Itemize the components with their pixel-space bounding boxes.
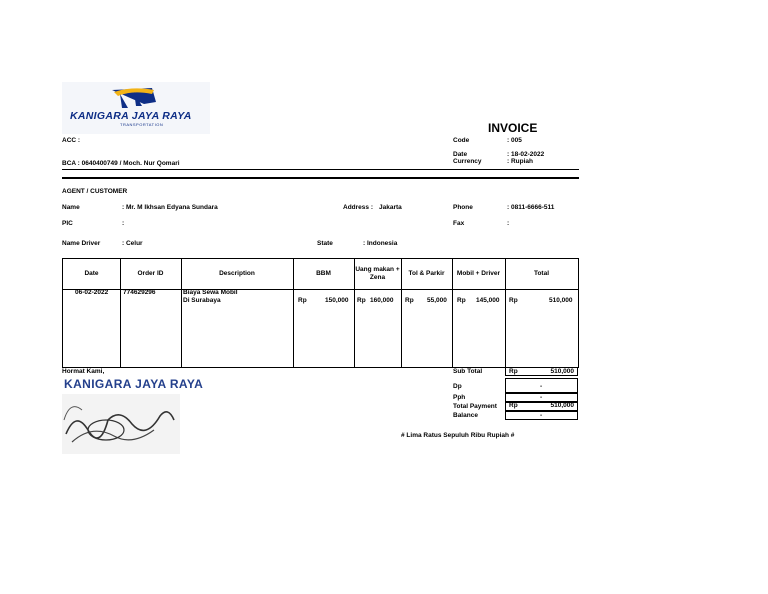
pph-value: - bbox=[540, 394, 543, 401]
code-value: : 005 bbox=[507, 137, 522, 144]
fax-value: : bbox=[507, 220, 510, 227]
sub-total-currency: Rp bbox=[509, 368, 518, 375]
cell-bbm-currency: Rp bbox=[298, 297, 307, 304]
total-payment-currency: Rp bbox=[509, 402, 518, 409]
address-value: Jakarta bbox=[379, 204, 402, 211]
cell-order-id: 774629296 bbox=[123, 289, 156, 296]
regards-text: Hormat Kami, bbox=[62, 368, 105, 375]
phone-label: Phone bbox=[453, 204, 473, 211]
balance-label: Balance bbox=[453, 412, 478, 419]
cell-makan: 160,000 bbox=[370, 297, 394, 304]
cell-tol-currency: Rp bbox=[405, 297, 414, 304]
balance-box bbox=[505, 411, 578, 420]
logo-tagline: TRANSPORTATION bbox=[120, 122, 164, 127]
invoice-title: INVOICE bbox=[488, 121, 538, 135]
cell-total: 510,000 bbox=[549, 297, 573, 304]
balance-value: - bbox=[540, 412, 543, 419]
total-payment-label: Total Payment bbox=[453, 403, 497, 410]
header-uang-makan: Uang makan + Zena bbox=[355, 266, 400, 281]
date-label: Date bbox=[453, 151, 468, 158]
bca-account: BCA : 0640400749 / Moch. Nur Qomari bbox=[62, 160, 180, 167]
cell-mobil-currency: Rp bbox=[457, 297, 466, 304]
currency-value: : Rupiah bbox=[507, 158, 533, 165]
acc-label: ACC : bbox=[62, 137, 81, 144]
divider-top bbox=[62, 169, 579, 170]
cell-mobil: 145,000 bbox=[476, 297, 500, 304]
sub-total-label: Sub Total bbox=[453, 368, 483, 375]
invoice-table bbox=[62, 258, 579, 368]
date-value: : 18-02-2022 bbox=[507, 151, 545, 158]
pic-value: : bbox=[122, 220, 125, 227]
cell-tol: 55,000 bbox=[427, 297, 447, 304]
pph-box bbox=[505, 393, 578, 402]
pph-label: Pph bbox=[453, 394, 466, 401]
header-total: Total bbox=[533, 270, 550, 277]
fax-label: Fax bbox=[453, 220, 465, 227]
name-value: : Mr. M Ikhsan Edyana Sundara bbox=[122, 204, 218, 211]
code-label: Code bbox=[453, 137, 470, 144]
phone-value: : 0811-6666-511 bbox=[507, 204, 555, 211]
driver-value: : Celur bbox=[122, 240, 143, 247]
header-bbm: BBM bbox=[316, 270, 331, 277]
dp-box bbox=[505, 378, 578, 393]
header-date: Date bbox=[84, 270, 99, 277]
signature-icon bbox=[62, 390, 182, 456]
header-order-id: Order ID bbox=[137, 270, 164, 277]
header-mobil-driver: Mobil + Driver bbox=[456, 270, 501, 277]
customer-section-title: AGENT / CUSTOMER bbox=[62, 188, 128, 195]
pic-label: PIC bbox=[62, 220, 73, 227]
sub-total-box bbox=[505, 367, 578, 376]
footer-company-name: KANIGARA JAYA RAYA bbox=[64, 377, 204, 391]
name-label: Name bbox=[62, 204, 80, 211]
amount-in-words: # Lima Ratus Sepuluh Ribu Rupiah # bbox=[401, 432, 515, 439]
sub-total-value: 510,000 bbox=[550, 368, 574, 375]
cell-date: 06-02-2022 bbox=[75, 289, 109, 296]
address-label: Address : bbox=[343, 204, 373, 211]
divider-bottom bbox=[62, 177, 579, 179]
header-tol-parkir: Tol & Parkir bbox=[408, 270, 445, 277]
cell-makan-currency: Rp bbox=[357, 297, 366, 304]
total-payment-box bbox=[505, 402, 578, 411]
driver-label: Name Driver bbox=[62, 240, 101, 247]
header-description: Description bbox=[219, 270, 255, 277]
currency-label: Currency bbox=[453, 158, 482, 165]
cell-description-2: Di Surabaya bbox=[183, 297, 221, 304]
dp-label: Dp bbox=[453, 383, 462, 390]
logo-company-name: KANIGARA JAYA RAYA bbox=[70, 110, 192, 122]
state-label: State bbox=[317, 240, 333, 247]
cell-bbm: 150,000 bbox=[325, 297, 349, 304]
cell-total-currency: Rp bbox=[509, 297, 518, 304]
total-payment-value: 510,000 bbox=[550, 402, 574, 409]
state-value: : Indonesia bbox=[363, 240, 398, 247]
dp-value: - bbox=[540, 383, 543, 390]
signature-stamp bbox=[62, 390, 182, 456]
cell-description-1: Biaya Sewa Mobil bbox=[183, 289, 238, 296]
